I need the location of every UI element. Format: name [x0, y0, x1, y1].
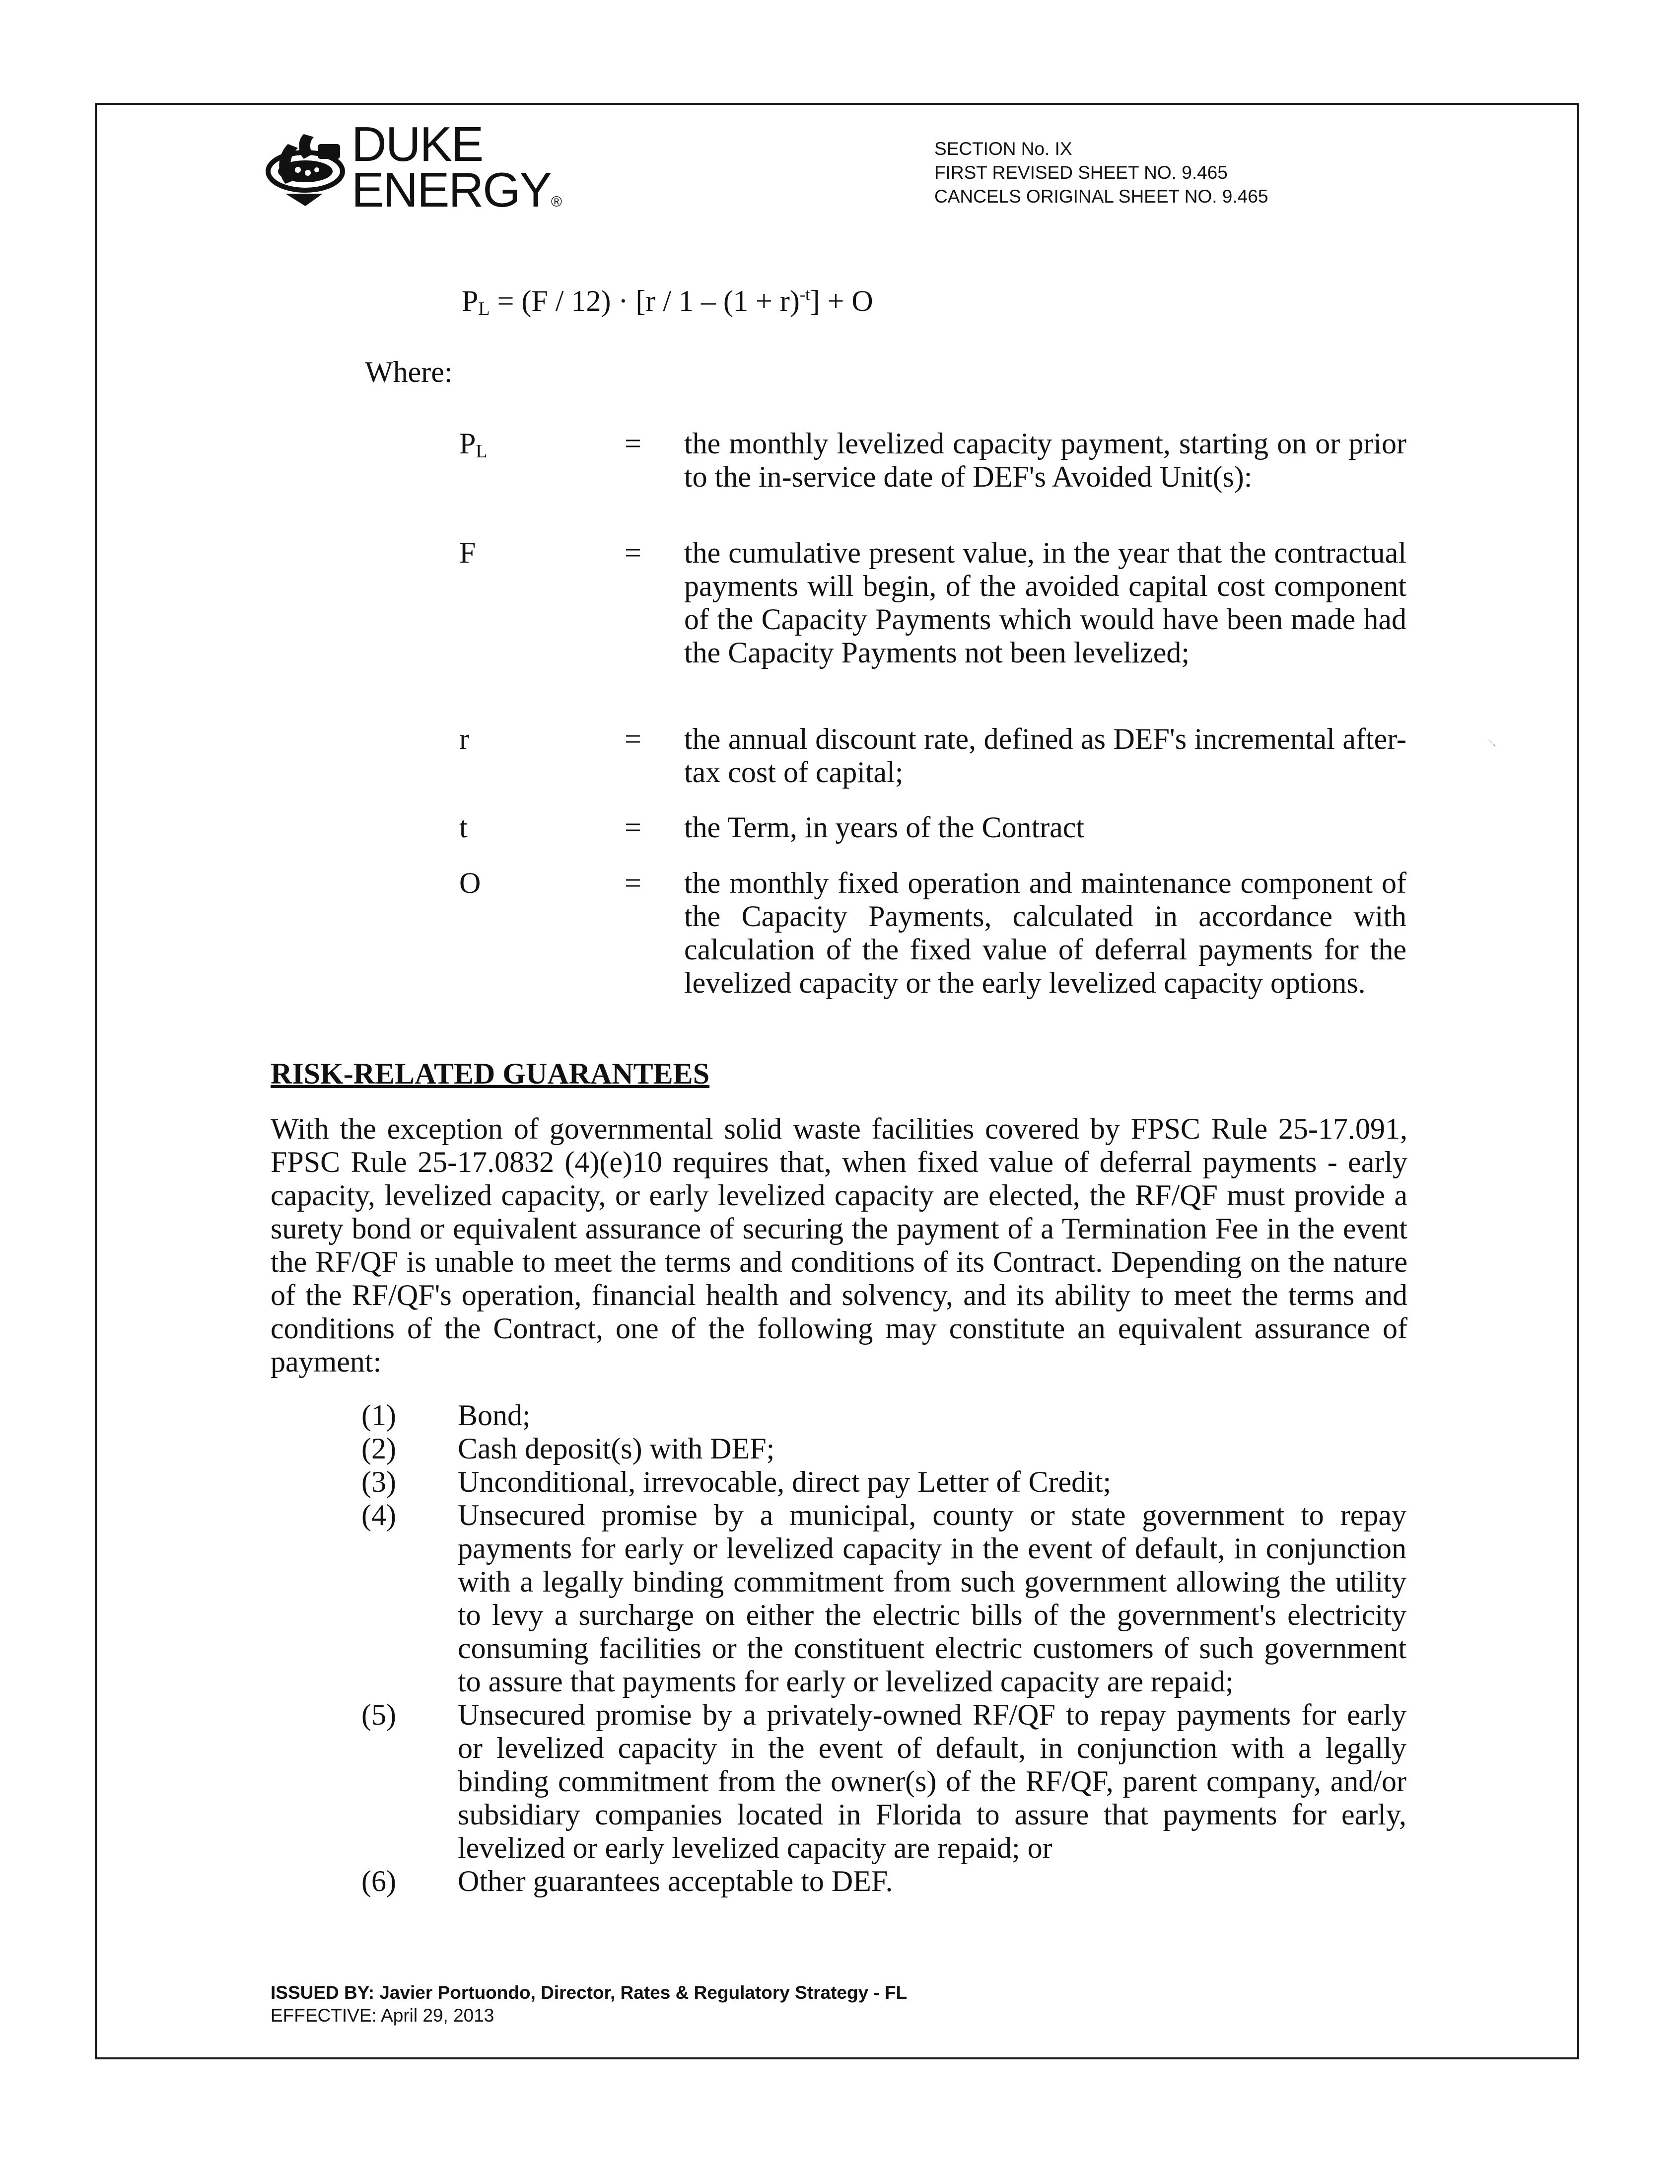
sheet-header: [934, 137, 1268, 209]
list-text: Unsecured promise by a privately-owned RF/QF to repay payments for early or levelized capacity in the event of default, in conjunction with a legally binding commitment from the owner(s) of the RF/QF, parent company, and/or subsidiary companies located in Florida to assure that payments for early, levelized or early levelized capacity are repaid; or: [458, 1698, 1406, 1864]
list-item: [0, 1465, 1680, 1499]
assurance-list: [0, 1399, 1680, 1898]
logo-line-energy: ENERGY: [351, 162, 551, 217]
list-item: [0, 1499, 1680, 1698]
list-number: (4): [361, 1499, 396, 1531]
definition-symbol: [459, 536, 476, 578]
logo-wordmark: [351, 117, 561, 225]
symbol-main: t: [459, 811, 468, 844]
list-item: [0, 1399, 1680, 1432]
stray-pen-mark: [1485, 736, 1497, 748]
symbol-subscript: L: [476, 441, 488, 462]
where-label: Where:: [365, 356, 453, 388]
formula-rhs-part2: ] + O: [810, 285, 873, 317]
effective-date: April 29, 2013: [381, 2005, 494, 2026]
duke-energy-logo: [258, 117, 561, 218]
effective-line: [271, 2004, 907, 2027]
formula-lhs-subscript: L: [478, 298, 490, 319]
definition-symbol: [459, 811, 468, 852]
section-number: SECTION No. IX: [934, 139, 1072, 159]
list-text: Unconditional, irrevocable, direct pay Letter of Credit;: [458, 1465, 1112, 1498]
section-heading: RISK-RELATED GUARANTEES: [271, 1057, 710, 1090]
symbol-main: r: [459, 723, 469, 755]
list-number: (2): [361, 1432, 396, 1465]
body-paragraph: With the exception of governmental solid waste facilities covered by FPSC Rule 25-17.091, FPSC Rule 25-17.0832 (4)(e)10 requires that, when fixed value of deferral payments - early capacity, levelized capacity, or early levelized capacity are elected, the RF/QF must provide a surety bond or equivalent assurance of securing the payment of a Termination Fee in the event the RF/QF is unable to meet the terms and conditions of its Contract. Depending on the nature of the RF/QF's operation, financial health and solvency, and its ability to meet the terms and conditions of the Contract, one of the following may constitute an equivalent assurance of payment:: [271, 1112, 1407, 1378]
definition-symbol: [459, 427, 488, 468]
symbol-main: O: [459, 867, 481, 899]
issued-by-value: Javier Portuondo, Director, Rates & Regulatory Strategy - FL: [379, 1982, 908, 2003]
logo-line-duke: DUKE: [351, 117, 483, 171]
equals-sign: =: [625, 723, 641, 755]
definition-text: the annual discount rate, defined as DEF's incremental after-tax cost of capital;: [684, 723, 1406, 789]
list-text: Unsecured promise by a municipal, county or state government to repay payments for early or levelized capacity in the event of default, in conjunction with a legally binding commitment from such government allowing the utility to levy a surcharge on either the electric bills of the government's electricity consuming facilities or the constituent electric customers of such government to assure that payments for early or levelized capacity are repaid;: [458, 1499, 1406, 1698]
list-item: [0, 1432, 1680, 1465]
sheet-number: FIRST REVISED SHEET NO. 9.465: [934, 162, 1228, 183]
definition-text: the monthly levelized capacity payment, starting on or prior to the in-service date of DEF's Avoided Unit(s):: [684, 427, 1406, 493]
formula-rhs-part1: = (F / 12) · [r / 1 – (1 + r): [490, 285, 800, 317]
definition-symbol: [459, 723, 469, 764]
duke-energy-logo-icon: [258, 124, 348, 214]
equals-sign: =: [625, 811, 641, 844]
list-number: (3): [361, 1465, 396, 1498]
list-number: (1): [361, 1399, 396, 1432]
equals-sign: =: [625, 427, 641, 460]
list-text: Cash deposit(s) with DEF;: [458, 1432, 775, 1465]
formula-exponent: -t: [799, 286, 810, 304]
effective-label: EFFECTIVE:: [271, 2005, 377, 2026]
formula-lhs: P: [462, 285, 479, 317]
issuance-footer: [271, 1981, 907, 2027]
symbol-main: P: [459, 427, 476, 460]
registered-mark: ®: [551, 194, 561, 210]
definition-symbol: [459, 867, 481, 908]
list-number: (6): [361, 1865, 396, 1897]
equals-sign: =: [625, 867, 641, 899]
issued-by-label: ISSUED BY:: [271, 1982, 375, 2003]
definition-text: the Term, in years of the Contract: [684, 811, 1085, 844]
definition-text: the cumulative present value, in the year that the contractual payments will begin, of the avoided capital cost component of the Capacity Payments which would have been made had the Capacity Payments not been levelized;: [684, 536, 1406, 669]
cancels-sheet: CANCELS ORIGINAL SHEET NO. 9.465: [934, 186, 1268, 207]
list-number: (5): [361, 1698, 396, 1731]
list-item: [0, 1865, 1680, 1898]
issued-by-line: [271, 1981, 907, 2004]
definition-text: the monthly fixed operation and maintenance component of the Capacity Payments, calculated in accordance with calculation of the fixed value of deferral payments for the levelized capacity or the early levelized capacity options.: [684, 867, 1406, 999]
levelized-payment-formula: [462, 284, 873, 320]
symbol-main: F: [459, 536, 476, 569]
list-text: Bond;: [458, 1399, 531, 1432]
list-item: [0, 1698, 1680, 1865]
list-text: Other guarantees acceptable to DEF.: [458, 1865, 893, 1897]
equals-sign: =: [625, 536, 641, 569]
